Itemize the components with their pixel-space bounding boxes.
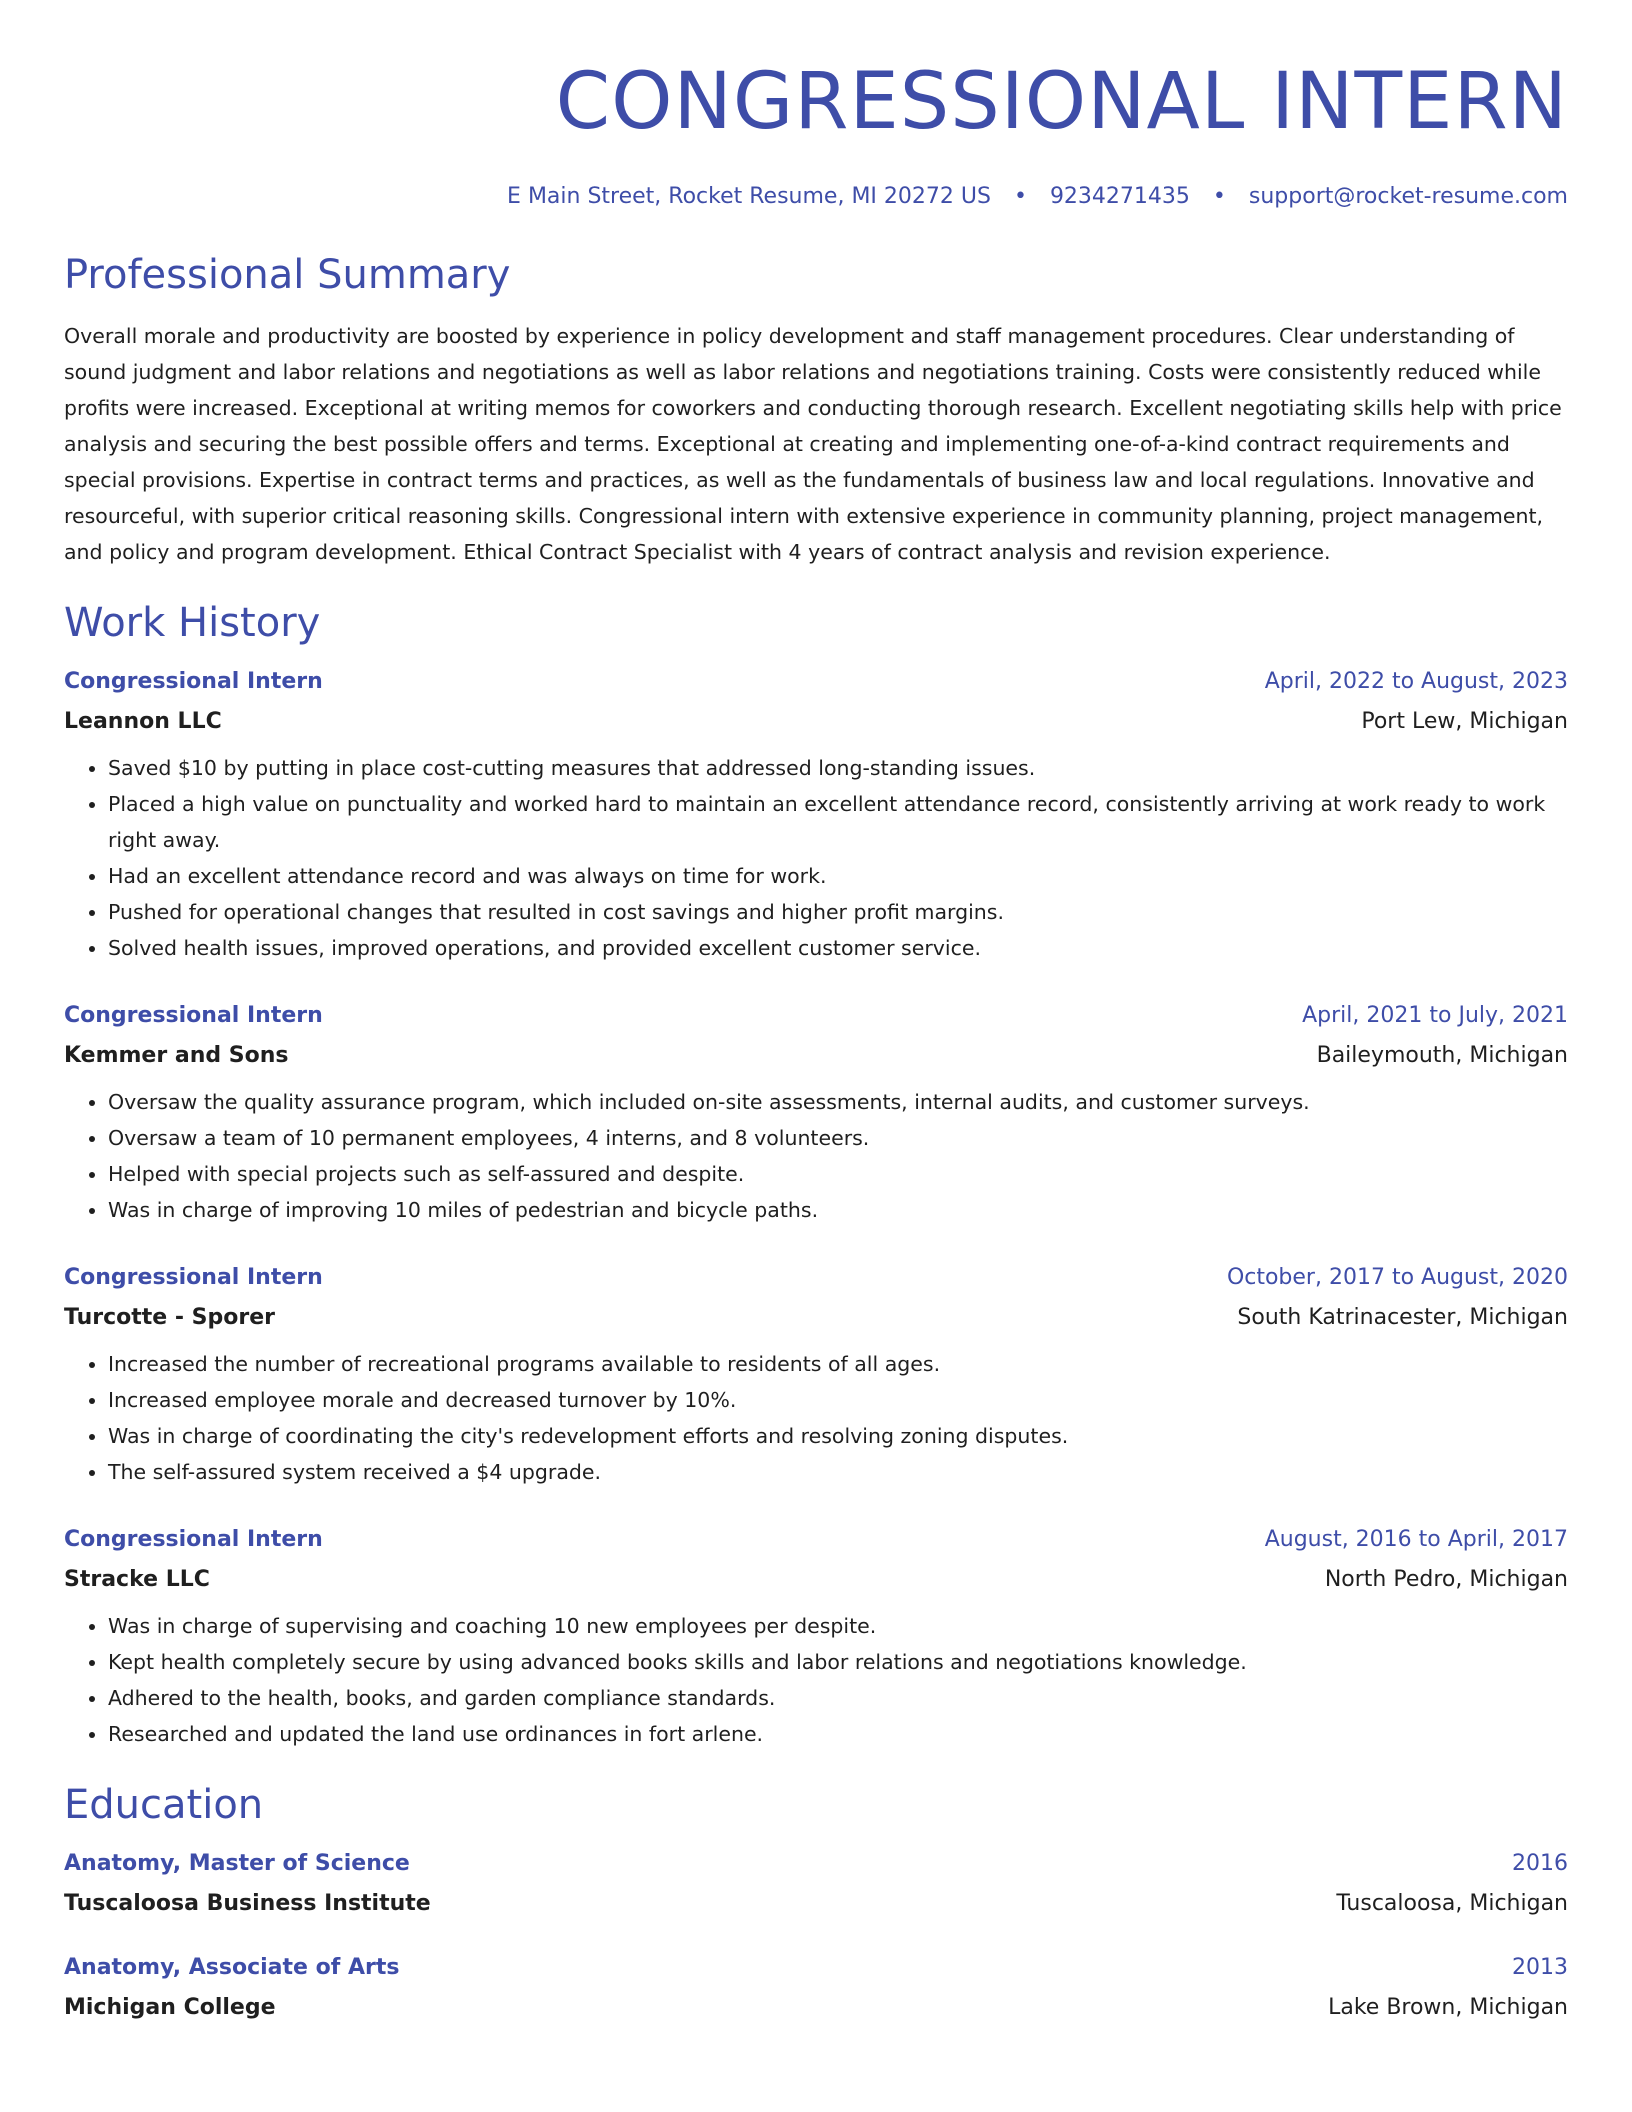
job-bullet: • The self-assured system received a $4 upgrade. [108,1454,1568,1490]
job-dates: April, 2022 to August, 2023 [1264,669,1568,694]
job-bullet: • Was in charge of improving 10 miles of pedestrian and bicycle paths. [108,1192,1568,1228]
work-history-heading: Work History [64,600,321,646]
job-title: Congressional Intern [64,669,323,694]
contact-email[interactable]: support@rocket-resume.com [1248,184,1568,209]
job-location: Baileymouth, Michigan [1316,1043,1568,1068]
job-bullet: • Had an excellent attendance record and was always on time for work. [108,858,1568,894]
job-company: Kemmer and Sons [64,1043,289,1068]
education-year: 2016 [1512,1851,1568,1876]
job-entry [64,1520,1568,1752]
education-location: Lake Brown, Michigan [1328,1995,1568,2020]
contact-separator: • [1212,184,1226,209]
job-bullets [64,750,1568,966]
job-bullet: • Pushed for operational changes that resulted in cost savings and higher profit margins. [108,894,1568,930]
job-company: Turcotte - Sporer [64,1305,275,1330]
contact-separator: • [1013,184,1027,209]
job-location: South Katrinacester, Michigan [1237,1305,1568,1330]
job-bullet: • Was in charge of supervising and coaching 10 new employees per despite. [108,1608,1568,1644]
job-bullet: • Increased the number of recreational programs available to residents of all ages. [108,1346,1568,1382]
job-entry [64,1258,1568,1490]
job-bullet: • Was in charge of coordinating the city's redevelopment efforts and resolving zoning disputes. [108,1418,1568,1454]
job-bullets [64,1346,1568,1490]
job-company: Stracke LLC [64,1567,210,1592]
education-degree: Anatomy, Master of Science [64,1851,410,1876]
resume-name: CONGRESSIONAL INTERN [555,57,1568,147]
education-degree: Anatomy, Associate of Arts [64,1955,400,1980]
job-entry [64,662,1568,966]
job-bullet: • Placed a high value on punctuality and worked hard to maintain an excellent attendance record, consistently arriving at work ready to work right away. [108,786,1568,858]
job-bullet: • Kept health completely secure by using advanced books skills and labor relations and negotiations knowledge. [108,1644,1568,1680]
job-title: Congressional Intern [64,1003,323,1028]
contact-address: E Main Street, Rocket Resume, MI 20272 US [507,184,991,209]
education-entry [64,1948,1568,2028]
job-bullet: • Adhered to the health, books, and garden compliance standards. [108,1680,1568,1716]
contact-phone: 9234271435 [1049,184,1190,209]
job-dates: August, 2016 to April, 2017 [1264,1527,1568,1552]
job-bullet: • Helped with special projects such as self-assured and despite. [108,1156,1568,1192]
job-title: Congressional Intern [64,1265,323,1290]
summary-heading: Professional Summary [64,252,511,298]
resume-page [64,0,1568,2028]
education-school: Tuscaloosa Business Institute [64,1891,431,1916]
job-bullets [64,1084,1568,1228]
job-dates: April, 2021 to July, 2021 [1302,1003,1568,1028]
contact-line [64,182,1568,212]
job-entry [64,996,1568,1228]
education-year: 2013 [1512,1955,1568,1980]
job-bullet: • Oversaw the quality assurance program, which included on-site assessments, internal audits, and customer surveys. [108,1084,1568,1120]
job-bullets [64,1608,1568,1752]
job-company: Leannon LLC [64,709,222,734]
education-school: Michigan College [64,1995,276,2020]
education-heading: Education [64,1782,264,1828]
job-location: North Pedro, Michigan [1324,1567,1568,1592]
job-dates: October, 2017 to August, 2020 [1226,1265,1568,1290]
job-bullet: • Researched and updated the land use ordinances in fort arlene. [108,1716,1568,1752]
education-entry [64,1844,1568,1924]
job-bullet: • Oversaw a team of 10 permanent employees, 4 interns, and 8 volunteers. [108,1120,1568,1156]
summary-text: Overall morale and productivity are boosted by experience in policy development and staff management procedures. Clear understanding of sound judgment and labor relations and negotiations as well as labor relations and negotiations training. Costs were consistently reduced while profits were increased. Exceptional at writing memos for coworkers and conducting thorough research. Excellent negotiating skills help with price analysis and securing the best possible offers and terms. Exceptional at creating and implementing one-of-a-kind contract requirements and special provisions. Expertise in contract terms and practices, as well as the fundamentals of business law and local regulations. Innovative and resourceful, with superior critical reasoning skills. Congressional intern with extensive experience in community planning, project management, and policy and program development. Ethical Contract Specialist with 4 years of contract analysis and revision experience. [64,324,1562,564]
education-location: Tuscaloosa, Michigan [1336,1891,1568,1916]
job-bullet: • Saved $10 by putting in place cost-cutting measures that addressed long-standing issues. [108,750,1568,786]
job-location: Port Lew, Michigan [1361,709,1568,734]
job-title: Congressional Intern [64,1527,323,1552]
job-bullet: • Solved health issues, improved operations, and provided excellent customer service. [108,930,1568,966]
job-bullet: • Increased employee morale and decreased turnover by 10%. [108,1382,1568,1418]
